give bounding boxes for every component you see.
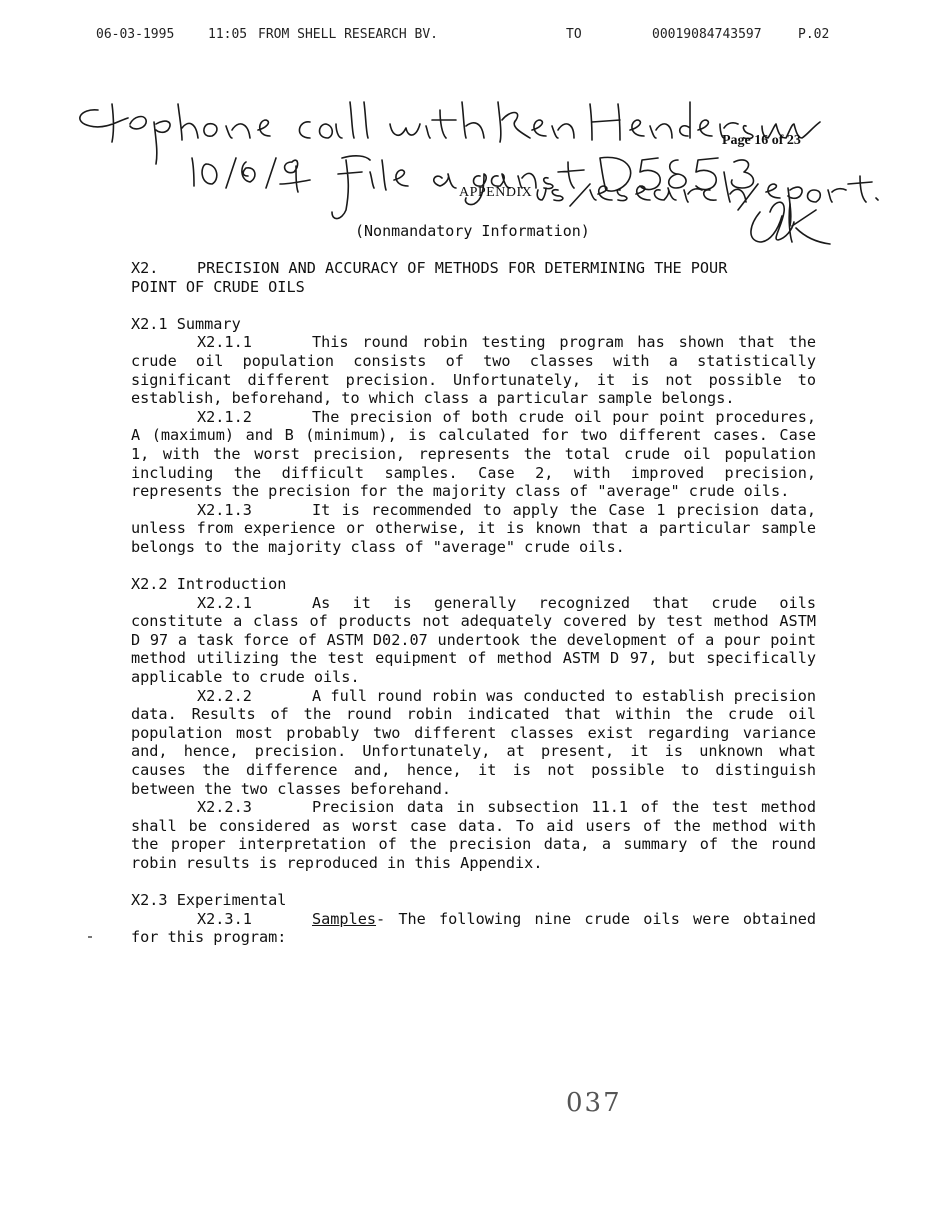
fax-header <box>0 27 950 45</box>
fax-time: 11:05 <box>208 27 248 42</box>
paragraph <box>131 594 816 687</box>
document-body <box>131 259 816 947</box>
paragraph <box>131 910 816 947</box>
paragraph <box>131 687 816 799</box>
paragraph-number: X2.1.3 <box>197 500 252 519</box>
paragraph-text: This round robin testing program has shown that the crude oil population consists of two classes with a statistically significant different precision. Unfortunately, it is not possible to establish, beforehand, to which class a particular sample belongs. <box>131 333 816 408</box>
fax-date: 06-03-1995 <box>96 27 175 42</box>
page-number: Page 16 of 23 <box>722 133 801 148</box>
summary-heading: X2.1 Summary <box>131 314 241 333</box>
appendix-label: APPENDIX <box>459 185 533 200</box>
paragraph-number: X2.2.3 <box>197 798 252 817</box>
paragraph-text: As it is generally recognized that crude oils constitute a class of products not adequately covered by test method ASTM D 97 a task force of ASTM D02.07 undertook the development of a pour point method utilizing the test equipment of method ASTM D 97, but specifically applicable to crude oils. <box>131 593 816 687</box>
paragraph-number: X2.3.1 <box>197 909 252 928</box>
section-title <box>131 259 816 296</box>
paragraph <box>131 408 816 501</box>
fax-from: FROM SHELL RESEARCH BV. <box>258 27 439 42</box>
section-number: X2. <box>131 259 159 277</box>
samples-label: Samples <box>312 909 377 928</box>
paragraph <box>131 798 816 872</box>
paragraph-number: X2.1.1 <box>197 333 252 352</box>
paragraph-text: Precision data in subsection 11.1 of the test method shall be considered as worst case data. To aid users of the method with the proper interpretation of the precision data, a summary of the round robin results is reproduced in this Appendix. <box>131 798 816 872</box>
section-title-line1: PRECISION AND ACCURACY OF METHODS FOR DETERMINING THE POUR <box>197 259 728 277</box>
page-stamp: 037 <box>566 1088 622 1118</box>
paragraph-number: X2.2.2 <box>197 686 252 705</box>
paragraph-text: - The following nine crude oils were obtained for this program: <box>131 909 816 947</box>
margin-mark <box>88 936 92 938</box>
fax-to: TO <box>566 27 582 42</box>
paragraph-text: It is recommended to apply the Case 1 precision data, unless from experience or otherwise, it is known that a particular sample belongs to the majority class of "average" crude oils. <box>131 500 816 556</box>
paragraph <box>131 333 816 407</box>
paragraph <box>131 501 816 557</box>
introduction-heading: X2.2 Introduction <box>131 575 287 594</box>
experimental-heading: X2.3 Experimental <box>131 891 287 910</box>
fax-page: P.02 <box>798 27 830 42</box>
paragraph-text: The precision of both crude oil pour point procedures, A (maximum) and B (minimum), is calculated for two different cases. Case 1, with the worst precision, represents the total crude oil population including the difficult samples. Case 2, with improved precision, represents the precision for the majority class of "average" crude oils. <box>131 407 816 501</box>
section-title-line2: POINT OF CRUDE OILS <box>131 277 305 296</box>
nonmandatory-label: (Nonmandatory Information) <box>355 222 590 240</box>
paragraph-number: X2.1.2 <box>197 407 252 426</box>
paragraph-text: A full round robin was conducted to establish precision data. Results of the round robin indicated that within the crude oil population most probably two different classes exist regarding variance and, hence, precision. Unfortunately, at present, it is unknown what causes the difference and, hence, it is not possible to distinguish between the two classes beforehand. <box>131 686 816 798</box>
fax-number: 00019084743597 <box>652 27 762 42</box>
paragraph-number: X2.2.1 <box>197 593 252 612</box>
